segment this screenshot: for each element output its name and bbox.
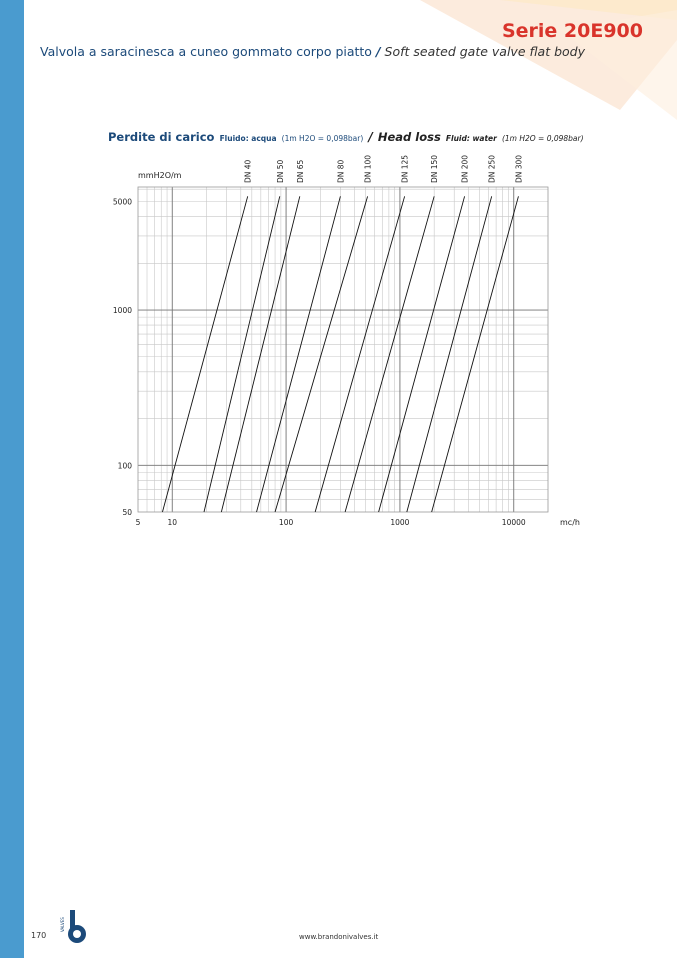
x-tick-label: 10 bbox=[167, 518, 178, 527]
x-tick-label: 5 bbox=[135, 518, 141, 527]
page-number: 170 bbox=[31, 931, 47, 940]
y-tick-label: 100 bbox=[117, 461, 132, 471]
series-label: DN 125 bbox=[400, 154, 410, 183]
x-axis-label: mc/h bbox=[560, 518, 580, 527]
chart-heading-separator: / bbox=[368, 130, 373, 144]
chart-note-english: (1m H2O = 0,098bar) bbox=[501, 134, 584, 143]
series-label: DN 100 bbox=[363, 154, 373, 183]
website-url: www.brandonivalves.it bbox=[299, 933, 379, 941]
series-line bbox=[162, 196, 247, 512]
series-title: Serie 20E900 bbox=[501, 20, 643, 42]
series-label: DN 80 bbox=[336, 159, 346, 183]
subtitle-italian: Valvola a saracinesca a cuneo gommato corpo piatto bbox=[40, 44, 372, 59]
series-line bbox=[432, 196, 519, 512]
x-tick-label: 100 bbox=[278, 518, 294, 527]
y-axis-label: mmH2O/m bbox=[138, 171, 182, 180]
series-label: DN 250 bbox=[487, 154, 497, 183]
x-tick-label: 10000 bbox=[501, 518, 526, 527]
series-label: DN 40 bbox=[243, 159, 253, 183]
y-tick-label: 1000 bbox=[112, 306, 132, 316]
chart-title-italian: Perdite di carico bbox=[108, 130, 215, 144]
series-label: DN 65 bbox=[295, 159, 305, 183]
svg-text:VALVES: VALVES bbox=[60, 917, 65, 932]
series-line bbox=[275, 196, 368, 512]
y-tick-label: 5000 bbox=[112, 197, 132, 207]
chart-fluid-english: Fluid: water bbox=[445, 134, 497, 143]
series-line bbox=[257, 196, 341, 512]
subtitle-english: Soft seated gate valve flat body bbox=[384, 44, 586, 59]
chart-title-english: Head loss bbox=[377, 130, 441, 144]
series-label: DN 50 bbox=[275, 159, 285, 183]
y-tick-label: 50 bbox=[122, 508, 132, 517]
chart-fluid-italian: Fluido: acqua bbox=[219, 134, 277, 143]
x-tick-label: 1000 bbox=[390, 518, 410, 527]
series-label: DN 150 bbox=[430, 154, 440, 183]
series-label: DN 300 bbox=[514, 154, 524, 183]
chart-note-italian: (1m H2O = 0,098bar) bbox=[281, 134, 364, 143]
subtitle-separator: / bbox=[375, 44, 381, 59]
series-line bbox=[345, 196, 434, 512]
brandoni-logo bbox=[60, 908, 90, 944]
series-label: DN 200 bbox=[460, 154, 470, 183]
series-line bbox=[407, 196, 492, 512]
